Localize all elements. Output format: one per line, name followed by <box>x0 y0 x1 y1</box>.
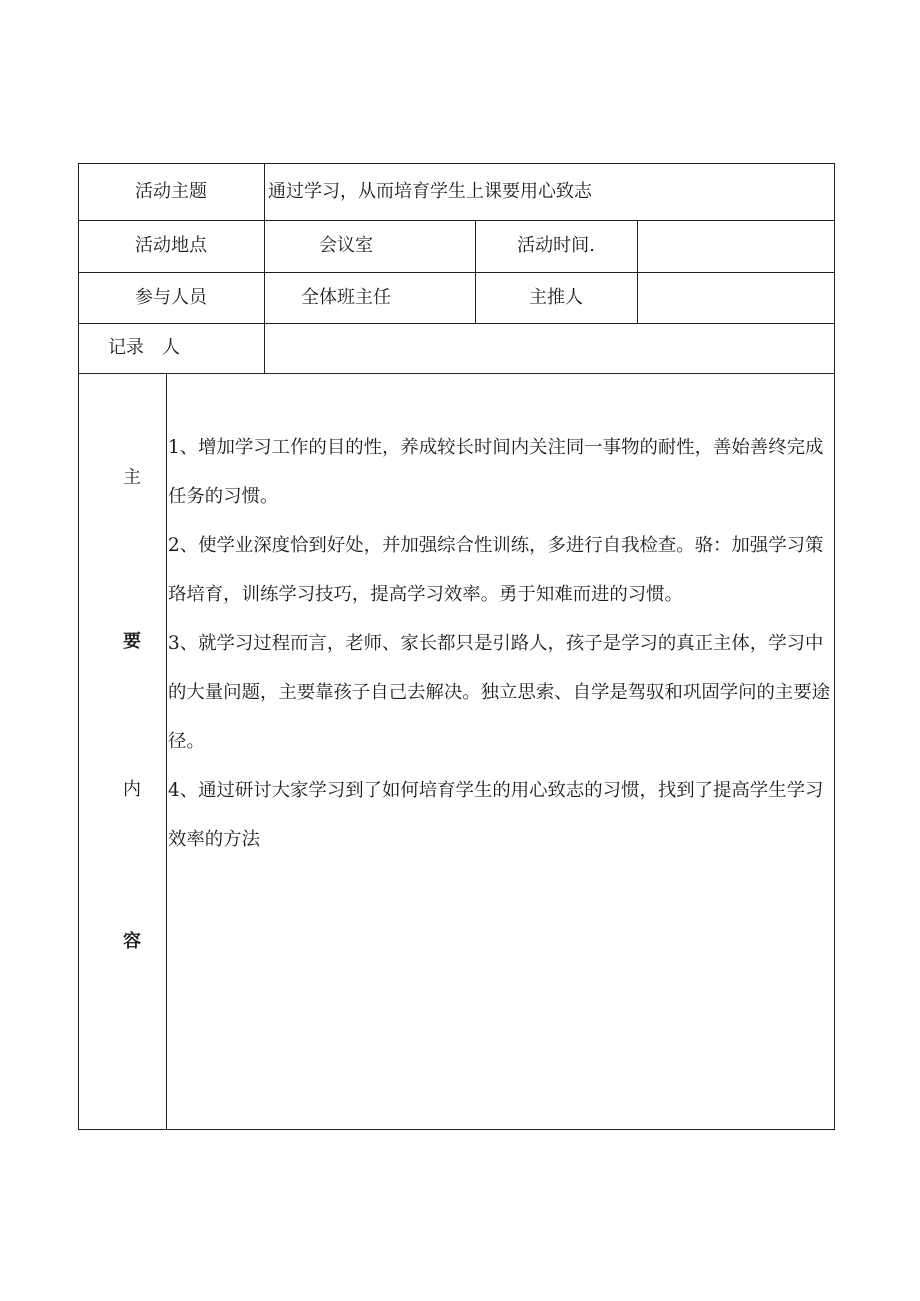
theme-label: 活动主题 <box>135 180 207 202</box>
content-paragraph: 3、就学习过程而言，老师、家长都只是引路人，孩子是学习的真正主体，学习中的大量问题，主要靠孩子自己去解决。独立思索、自学是驾驭和巩固学问的主要途径。 <box>168 633 831 752</box>
content-paragraph: 4、通过研讨大家学习到了如何培育学生的用心致志的习惯，找到了提高学生学习效率的方法 <box>168 780 824 850</box>
time-label: 活动时间. <box>517 235 595 256</box>
main-content-label-char: 内 <box>123 779 141 800</box>
host-label: 主推人 <box>529 286 583 308</box>
location-value: 会议室 <box>319 235 373 256</box>
content-paragraph: 1、增加学习工作的目的性，养成较长时间内关注同一事物的耐性，善始善终完成任务的习惯。 <box>168 437 824 507</box>
row-divider <box>78 373 835 374</box>
main-content-label-char: 容 <box>123 931 141 952</box>
time-value <box>637 220 835 272</box>
main-content-label-char: 主 <box>123 467 141 488</box>
participants-value: 全体班主任 <box>301 286 391 308</box>
content-paragraph: 2、使学业深度恰到好处，并加强综合性训练，多进行自我检查。骆：加强学习策珞培育，训练学习技巧，提高学习效率。勇于知难而进的习惯。 <box>168 535 824 605</box>
participants-label: 参与人员 <box>135 286 207 308</box>
host-value <box>637 272 835 323</box>
column-divider <box>166 373 167 1130</box>
main-content-body <box>168 423 834 864</box>
recorder-label: 记录 人 <box>108 337 180 358</box>
location-label: 活动地点 <box>135 235 207 256</box>
theme-value: 通过学习，从而培育学生上课要用心致志 <box>268 180 592 202</box>
main-content-label-char: 要 <box>123 631 141 652</box>
recorder-value <box>268 323 828 373</box>
